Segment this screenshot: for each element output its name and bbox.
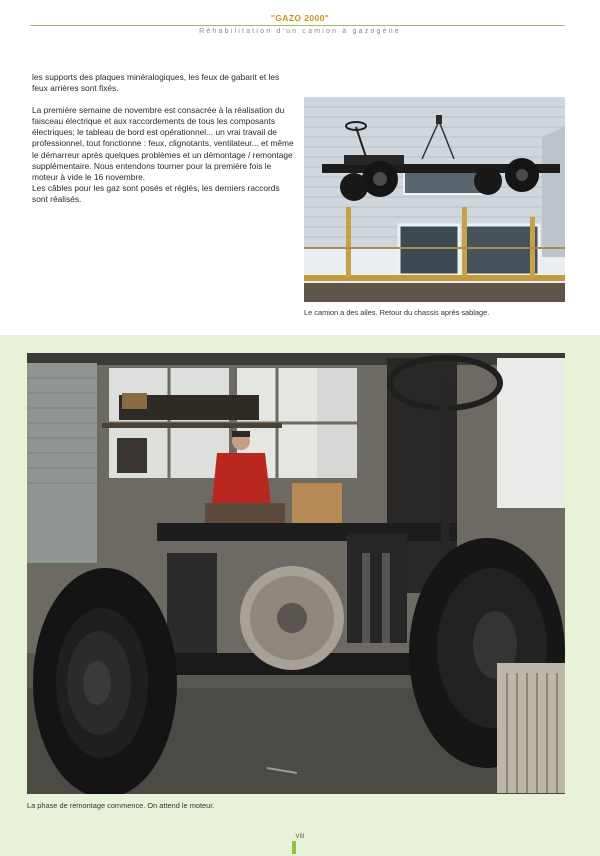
paragraph-2: La première semaine de novembre est consacrée à la réalisation du faisceau électrique et aux raccordements de tous les composants électriques; le tableau de bord est opérationnel... un vrai travail de professionnel, tout fonctionne : feux, clignotants, ventilateur... et même le démarreur après quelques problèmes et un démontage / remontage supplémentaire. Nous entendons tourner pour la première fois le moteur à vide le 16 novembre. <box>32 105 294 182</box>
photo-caption-1: Le camion a des ailes. Retour du chassis après sablage. <box>304 308 490 317</box>
header-rule <box>30 25 565 26</box>
paragraph-3: Les câbles pour les gaz sont posés et réglés, les derniers raccords sont réalisés. <box>32 182 280 204</box>
header-subtitle: Réhabilitation d'un camion à gazogène <box>199 28 401 35</box>
paragraph-1: les supports des plaques minéralogiques, les feux de gabarit et les feux arrières sont fixés. <box>32 72 280 94</box>
page-number: VIII <box>295 834 305 840</box>
workshop-reassembly-photo <box>27 353 565 794</box>
header-title: "GAZO 2000" <box>270 13 330 23</box>
chassis-lift-photo <box>304 97 565 302</box>
page-marker <box>292 841 296 854</box>
page-header <box>0 0 600 50</box>
photo-caption-2: La phase de remontage commence. On attend le moteur. <box>27 801 215 810</box>
article-text <box>32 72 294 205</box>
